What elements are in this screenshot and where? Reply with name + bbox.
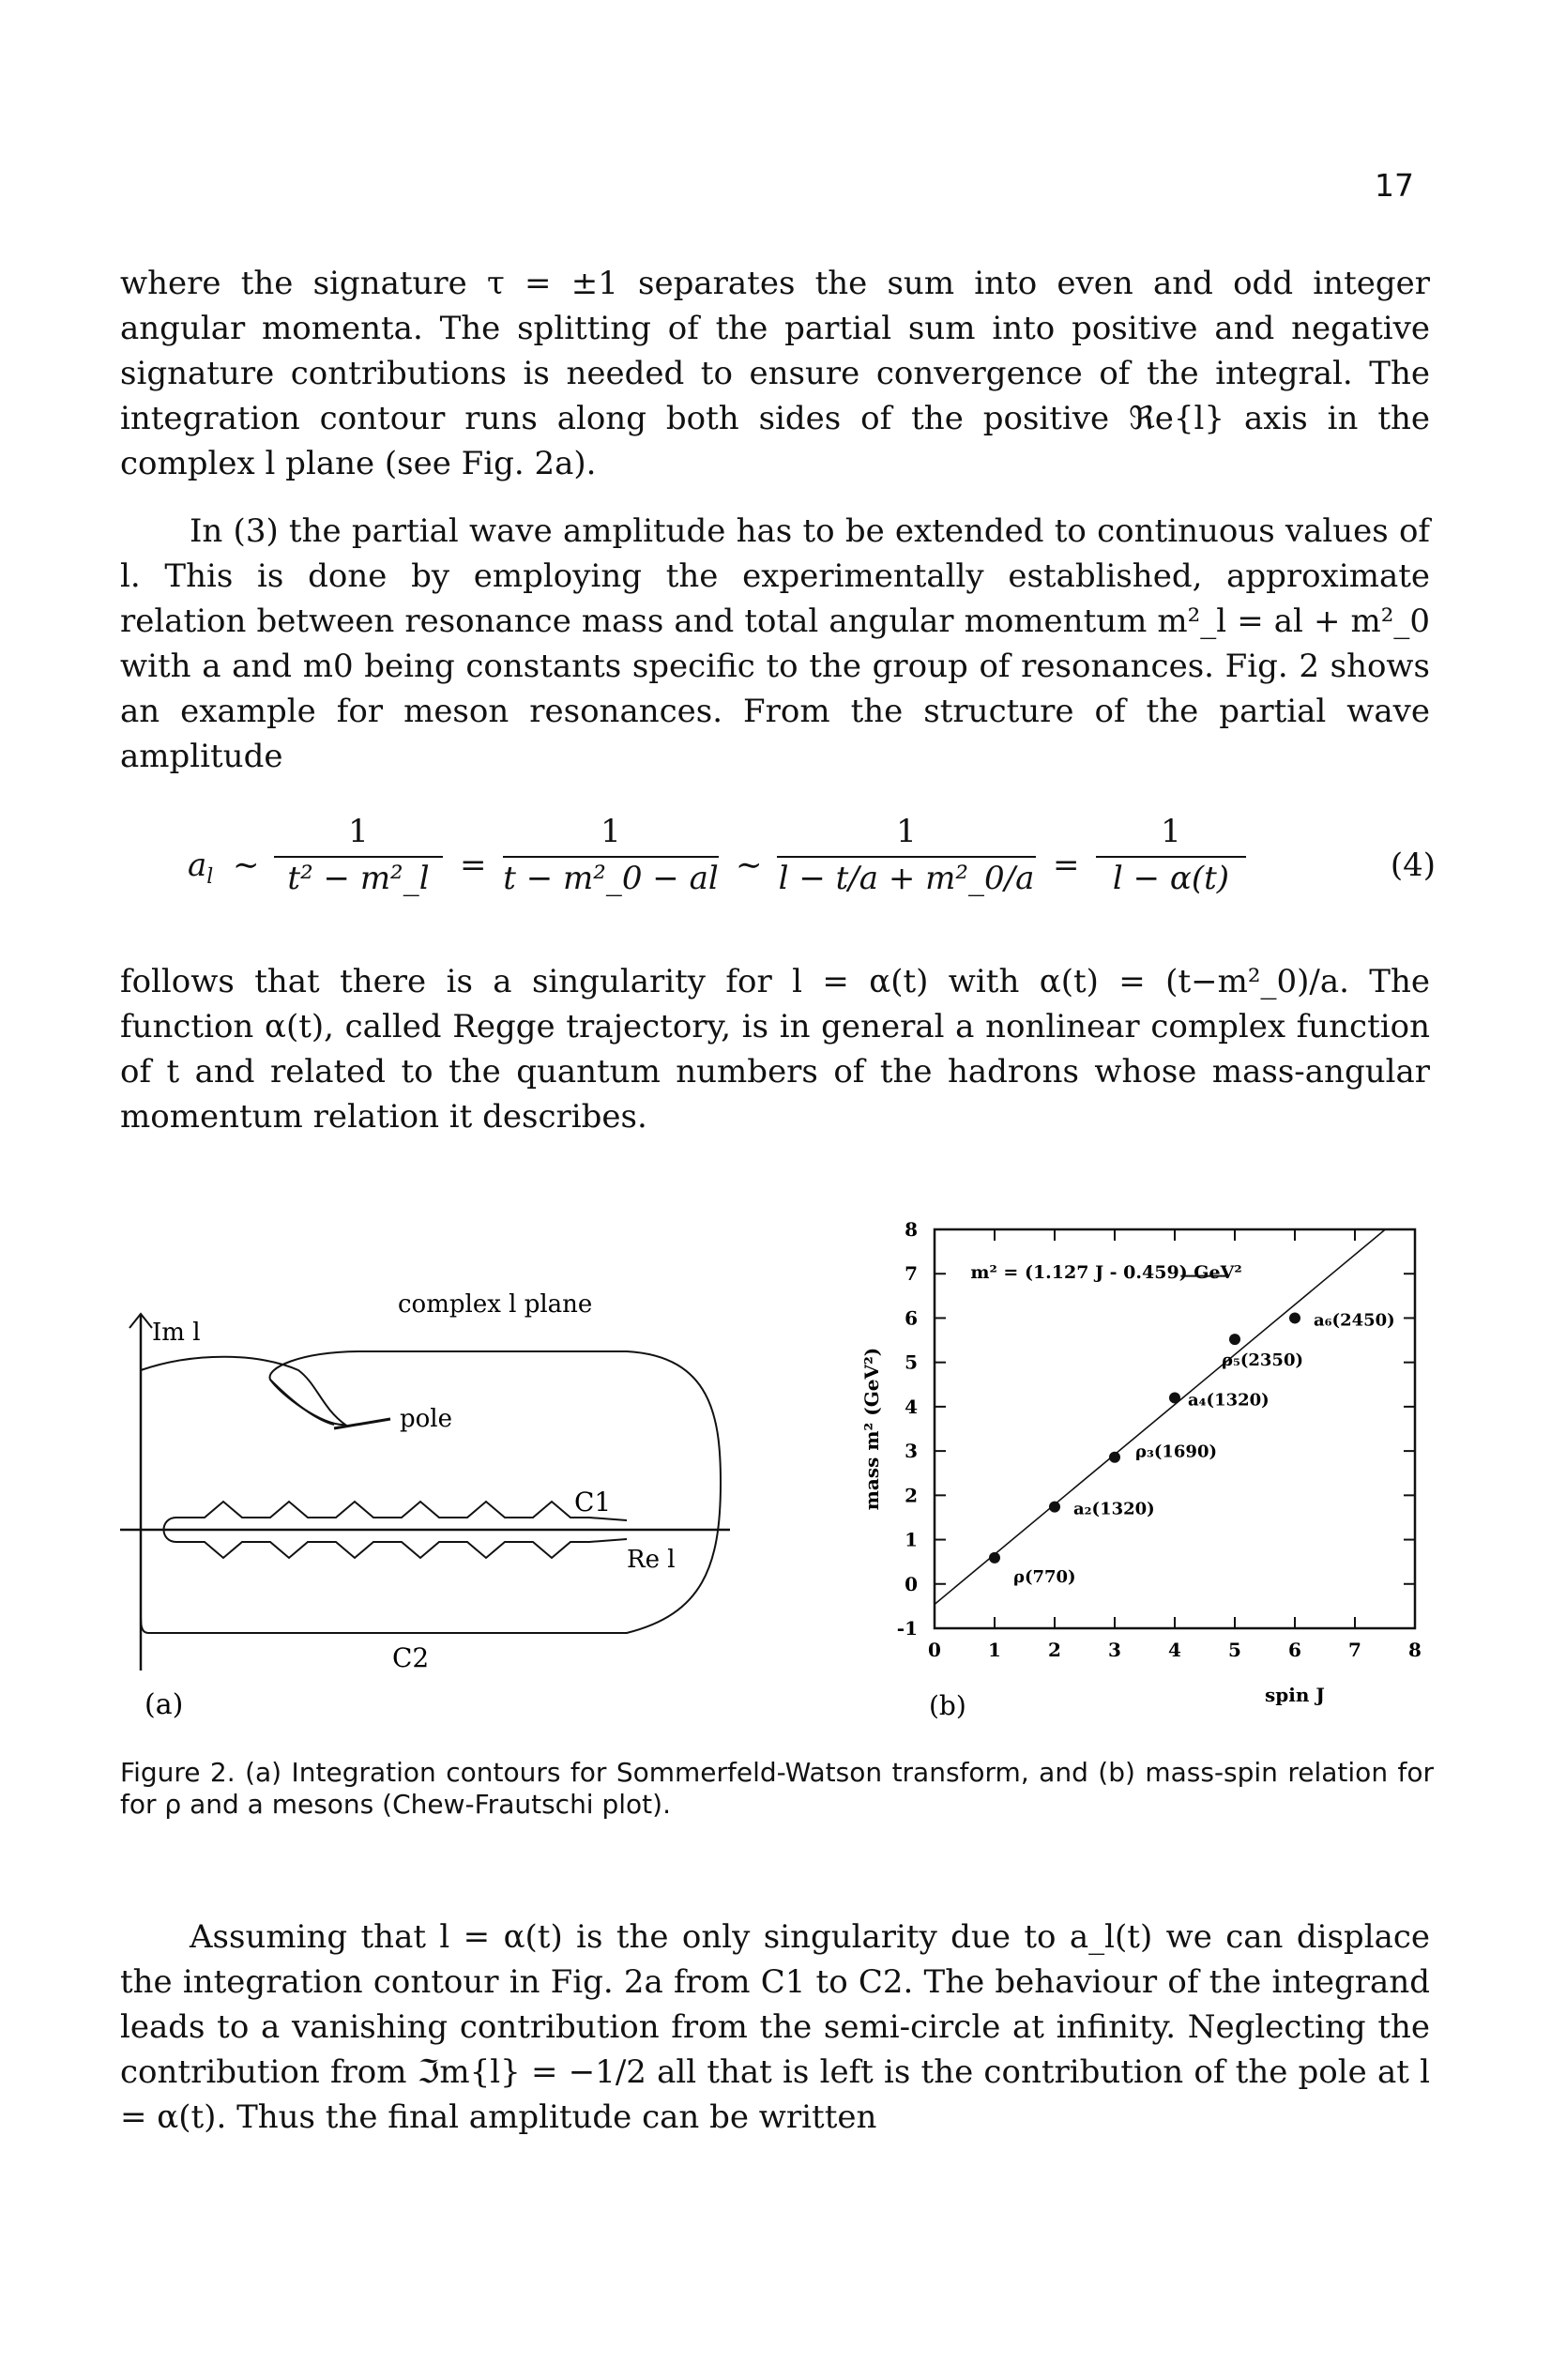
point-label: ρ₅(2350) xyxy=(1222,1350,1303,1371)
contour-c1-upper xyxy=(176,1502,627,1520)
panel-a-label: (a) xyxy=(144,1688,184,1721)
eq-equals-1: = xyxy=(460,847,487,884)
c2-label: C2 xyxy=(392,1642,430,1673)
data-point xyxy=(1049,1502,1060,1513)
y-tick-label: 6 xyxy=(905,1306,918,1330)
data-point xyxy=(1229,1334,1240,1345)
data-point xyxy=(1289,1312,1300,1323)
paragraph-1 xyxy=(120,261,1430,486)
point-label: ρ(770) xyxy=(1013,1566,1076,1587)
point-label: a₆(2450) xyxy=(1314,1310,1395,1331)
fit-line xyxy=(935,1229,1385,1604)
x-tick-label: 1 xyxy=(988,1639,1001,1661)
caption-text: (a) Integration contours for Sommerfeld-Watson transform, and (b) mass-spin relation for for ρ and a mesons (Chew-Frautschi plot). xyxy=(120,1757,1434,1820)
page-number: 17 xyxy=(1375,167,1414,204)
fit-label: m² = (1.127 J - 0.459) GeV² xyxy=(970,1261,1242,1283)
y-tick-label: 4 xyxy=(905,1395,918,1418)
data-point xyxy=(1169,1392,1180,1403)
re-label: Re l xyxy=(627,1546,676,1574)
plot-frame xyxy=(935,1229,1415,1628)
x-tick-label: 8 xyxy=(1408,1639,1422,1661)
y-tick-label: 7 xyxy=(905,1262,918,1286)
pole-label: pole xyxy=(400,1405,452,1433)
eq-sim-2: ∼ xyxy=(736,847,763,884)
point-label: a₄(1320) xyxy=(1188,1390,1270,1411)
y-tick-label: 2 xyxy=(905,1484,918,1507)
frac-4: 1 l − α(t) xyxy=(1096,813,1246,897)
x-tick-label: 3 xyxy=(1108,1639,1121,1661)
figure-2b xyxy=(777,1211,1452,1736)
frac-3: 1 l − t/a + m²_0/a xyxy=(778,813,1035,897)
x-axis-label: spin J xyxy=(1265,1684,1325,1706)
point-label: a₂(1320) xyxy=(1073,1499,1155,1519)
x-tick-label: 6 xyxy=(1288,1639,1301,1661)
caption-label: Figure 2. xyxy=(120,1757,236,1788)
paragraph-3 xyxy=(120,959,1430,1139)
data-point xyxy=(989,1552,1000,1564)
eq-equals-2: = xyxy=(1053,847,1080,884)
x-tick-label: 4 xyxy=(1168,1639,1181,1661)
figure-2 xyxy=(120,1211,1452,1736)
x-tick-label: 2 xyxy=(1048,1639,1061,1661)
im-label: Im l xyxy=(152,1319,201,1347)
paragraph-4-text: Assuming that l = α(t) is the only singularity due to a_l(t) we can displace the integration contour in Fig. 2a from C1 to C2. The behaviour of the integrand leads to a vanishing contribution from the semi-circle at infinity. Neglecting the contribution from ℑm{l} = −1/2 all that is left is the contribution of the pole at l = α(t). Thus the final amplitude can be written xyxy=(120,1918,1430,2136)
paragraph-2 xyxy=(120,509,1430,779)
contour-c1-lower xyxy=(176,1539,627,1558)
y-axis-label: mass m² (GeV²) xyxy=(860,1347,883,1511)
data-point xyxy=(1109,1452,1120,1463)
paragraph-2-text: In (3) the partial wave amplitude has to be extended to continuous values of l. This is done by employing the experimentally established, approximate relation between resonance mass and total angular momentum m²_l = al + m²_0 with a and m0 being constants specific to the group of resonances. Fig. 2 shows an example for meson resonances. From the structure of the partial wave amplitude xyxy=(120,512,1430,775)
figure-caption xyxy=(120,1757,1434,1821)
y-tick-label: 5 xyxy=(905,1350,918,1374)
x-tick-label: 5 xyxy=(1228,1639,1241,1661)
panel-b-label: (b) xyxy=(929,1690,966,1721)
plane-label: complex l plane xyxy=(398,1290,593,1319)
eq-lhs: $a_l$ xyxy=(188,847,214,889)
equation-4 xyxy=(188,813,1436,916)
y-tick-label: 3 xyxy=(905,1440,918,1463)
eq-sim-1: ∼ xyxy=(233,847,260,884)
x-tick-label: 7 xyxy=(1348,1639,1361,1661)
c1-label: C1 xyxy=(574,1487,612,1518)
frac-2: 1 t − m²_0 − al xyxy=(503,813,719,897)
paragraph-4 xyxy=(120,1915,1430,2140)
equation-number: (4) xyxy=(1390,847,1436,884)
point-label: ρ₃(1690) xyxy=(1135,1442,1217,1462)
contour-c2 xyxy=(141,1351,721,1633)
y-tick-label: 1 xyxy=(905,1528,918,1551)
figure-2a xyxy=(120,1211,777,1736)
frac-1: 1 t² − m²_l xyxy=(274,813,443,897)
paragraph-1-text: where the signature τ = ±1 separates the sum into even and odd integer angular momenta. The splitting of the partial sum into positive and negative signature contributions is needed to ensure convergence of the integral. The integration contour runs along both sides of the positive ℜe{l} axis in the complex l plane (see Fig. 2a). xyxy=(120,265,1430,482)
paragraph-3-text: follows that there is a singularity for l = α(t) with α(t) = (t−m²_0)/a. The function α(t), called Regge trajectory, is in general a nonlinear complex function of t and related to the quantum numbers of the hadrons whose mass-angular momentum relation it describes. xyxy=(120,963,1430,1136)
x-tick-label: 0 xyxy=(928,1639,941,1661)
y-tick-label: -1 xyxy=(896,1617,918,1640)
y-tick-label: 0 xyxy=(905,1572,918,1595)
y-tick-label: 8 xyxy=(905,1218,918,1241)
